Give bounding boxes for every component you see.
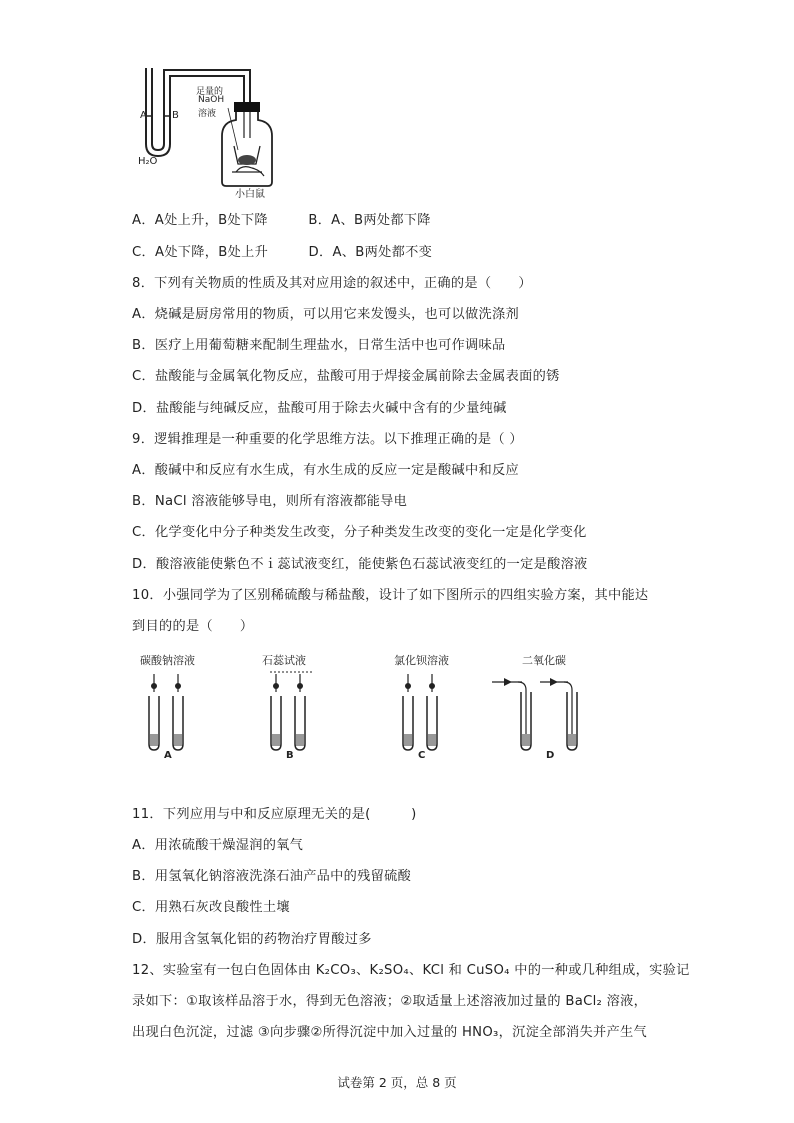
- tube-drawing-a: [140, 650, 220, 766]
- reagent-label-c: 氯化钡溶液: [394, 654, 449, 667]
- q11-option-c: C．用熟石灰改良酸性土壤: [132, 900, 290, 915]
- apparatus-figure: [132, 64, 292, 200]
- test-tube-figure: [132, 650, 592, 766]
- q9-stem: 9．逻辑推理是一种重要的化学思维方法。以下推理正确的是（ ）: [132, 432, 523, 447]
- reagent-label-a: 碳酸钠溶液: [140, 654, 195, 667]
- group-letter-a: A: [164, 750, 172, 761]
- reagent-label-d: 二氧化碳: [522, 654, 566, 667]
- q11-option-d: D．服用含氢氧化铝的药物治疗胃酸过多: [132, 932, 372, 947]
- label-water: H₂O: [138, 156, 158, 167]
- q8-option-a: A．烧碱是厨房常用的物质，可以用它来发馒头，也可以做洗涤剂: [132, 307, 519, 322]
- tube-group-b: [262, 650, 342, 766]
- tube-group-d: [492, 650, 592, 766]
- tube-group-c: [394, 650, 474, 766]
- group-letter-d: D: [546, 750, 555, 761]
- q8-stem: 8．下列有关物质的性质及其对应用途的叙述中，正确的是（ ）: [132, 276, 532, 291]
- q11-stem: 11．下列应用与中和反应原理无关的是( ): [132, 807, 417, 822]
- q8-option-b: B．医疗上用葡萄糖来配制生理盐水，日常生活中也可作调味品: [132, 338, 506, 353]
- q11-option-a: A．用浓硫酸干燥湿润的氧气: [132, 838, 304, 853]
- q12-line1: 12、实验室有一包白色固体由 K₂CO₃、K₂SO₄、KCl 和 CuSO₄ 中的一种或几种组成，实验记: [132, 963, 690, 978]
- label-naoh-2: NaOH: [198, 95, 225, 105]
- label-naoh-3: 溶液: [198, 109, 217, 119]
- reagent-label-b: 石蕊试液: [262, 654, 306, 667]
- q9-option-b: B．NaCl 溶液能够导电，则所有溶液都能导电: [132, 494, 408, 509]
- q8-option-d: D．盐酸能与纯碱反应，盐酸可用于除去火碱中含有的少量纯碱: [132, 401, 507, 416]
- q12-line3: 出现白色沉淀，过滤 ③向步骤②所得沉淀中加入过量的 HNO₃，沉淀全部消失并产生气: [132, 1025, 647, 1040]
- group-letter-c: C: [418, 750, 426, 761]
- q11-option-b: B．用氢氧化钠溶液洗涤石油产品中的残留硫酸: [132, 869, 412, 884]
- q9-option-a: A．酸碱中和反应有水生成，有水生成的反应一定是酸碱中和反应: [132, 463, 519, 478]
- label-naoh-1: 足量的: [196, 87, 224, 97]
- q10-stem-line1: 10．小强同学为了区别稀硫酸与稀盐酸，设计了如下图所示的四组实验方案，其中能达: [132, 588, 649, 603]
- tube-drawing-c: [394, 650, 474, 766]
- q8-option-c: C．盐酸能与金属氧化物反应，盐酸可用于焊接金属前除去金属表面的锈: [132, 369, 560, 384]
- q9-option-d: D．酸溶液能使紫色不ｉ蕊试液变红，能使紫色石蕊试液变红的一定是酸溶液: [132, 557, 588, 572]
- label-a: A: [140, 110, 147, 121]
- tube-drawing-b: [262, 650, 342, 766]
- label-mouse: 小白鼠: [235, 189, 265, 200]
- q7-options-line1: A．A处上升，B处下降 B．A、B两处都下降: [132, 213, 431, 228]
- label-b: B: [172, 110, 179, 121]
- q9-option-c: C．化学变化中分子种类发生改变，分子种类发生改变的变化一定是化学变化: [132, 525, 587, 540]
- page-footer: 试卷第 2 页，总 8 页: [337, 1075, 457, 1090]
- group-letter-b: B: [286, 750, 294, 761]
- q7-options-line2: C．A处下降，B处上升 D．A、B两处都不变: [132, 245, 433, 260]
- tube-drawing-d: [492, 650, 592, 766]
- tube-group-a: [140, 650, 220, 766]
- q10-stem-line2: 到目的的是（ ）: [132, 619, 254, 634]
- q12-line2: 录如下：①取该样品溶于水，得到无色溶液；②取适量上述溶液加过量的 BaCl₂ 溶液，: [132, 994, 648, 1009]
